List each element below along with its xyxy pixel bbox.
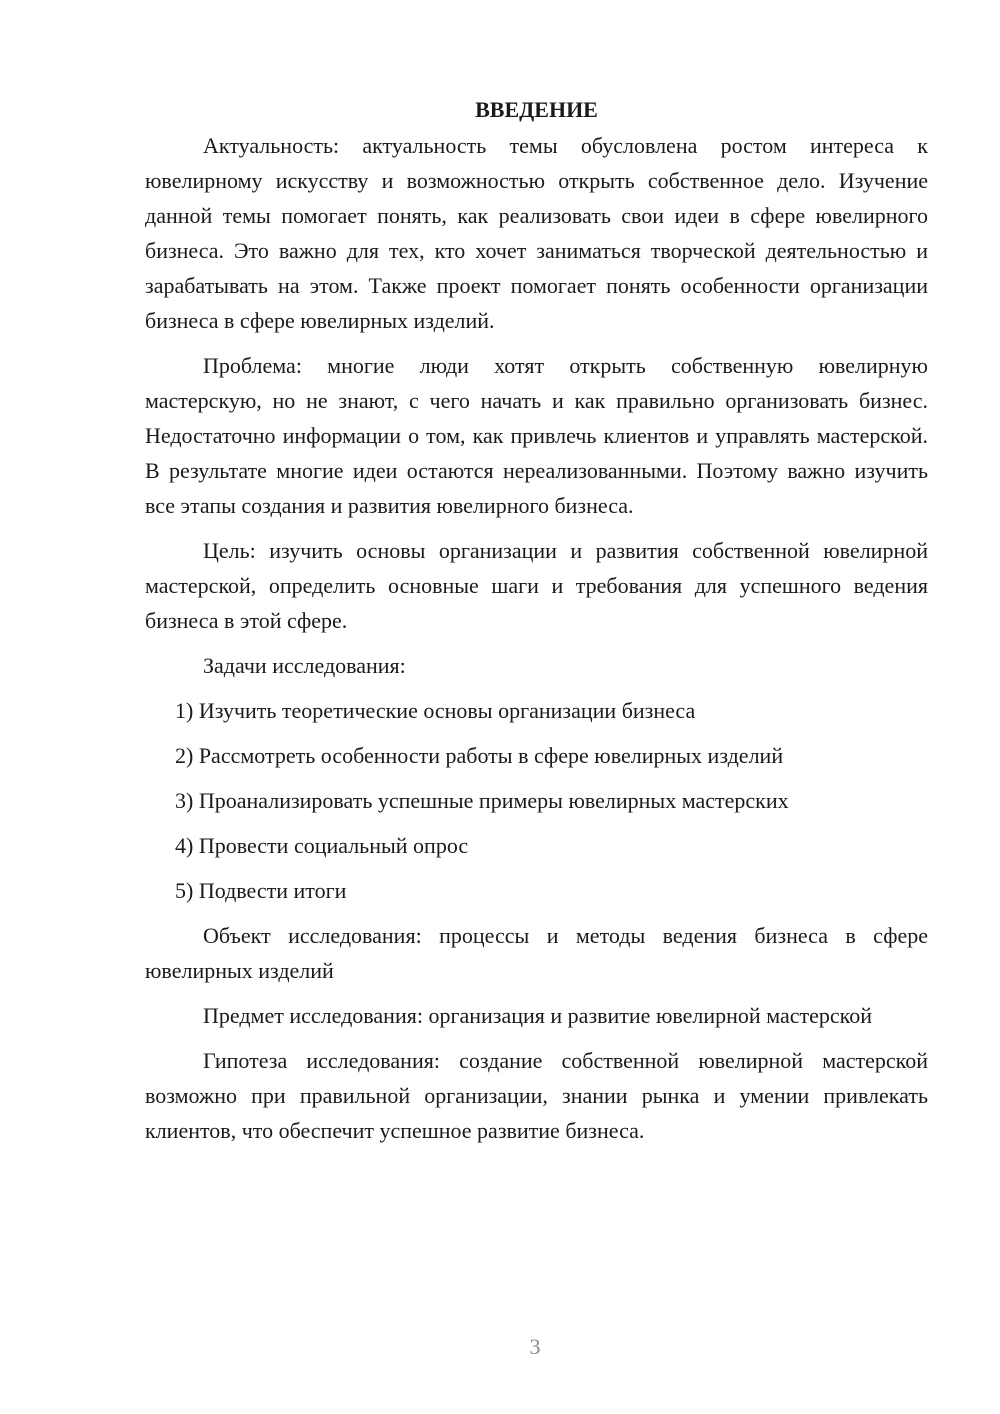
problem-paragraph: Проблема: многие люди хотят открыть собственную ювелирную мастерскую, но не знают, с чего начать и как правильно организовать бизнес. Недостаточно информации о том, как привлечь клиентов и управлять мастерской. В результате многие идеи остаются нереализованными. Поэтому важно изучить все этапы создания и развития ювелирного бизнеса. [145,353,928,518]
page-title: ВВЕДЕНИЕ [475,97,598,122]
tasks-title: Задачи исследования: [203,653,406,678]
goal-paragraph: Цель: изучить основы организации и развития собственной ювелирной мастерской, определить основные шаги и требования для успешного ведения бизнеса в этой сфере. [145,538,928,633]
object-paragraph: Объект исследования: процессы и методы ведения бизнеса в сфере ювелирных изделий [145,923,928,983]
page-number: 3 [529,1334,541,1359]
task-item-3: 3) Проанализировать успешные примеры ювелирных мастерских [175,788,789,813]
task-item-1: 1) Изучить теоретические основы организации бизнеса [175,698,696,723]
relevance-paragraph: Актуальность: актуальность темы обусловлена ростом интереса к ювелирному искусству и возможностью открыть собственное дело. Изучение данной темы помогает понять, как реализовать свои идеи в сфере ювелирного бизнеса. Это важно для тех, кто хочет заниматься творческой деятельностью и зарабатывать на этом. Также проект помогает понять особенности организации бизнеса в сфере ювелирных изделий. [145,133,928,333]
document-page [145,95,928,1158]
task-item-5: 5) Подвести итоги [175,878,347,903]
hypothesis-paragraph: Гипотеза исследования: создание собственной ювелирной мастерской возможно при правильной организации, знании рынка и умении привлекать клиентов, что обеспечит успешное развитие бизнеса. [145,1048,928,1143]
task-item-4: 4) Провести социальный опрос [175,833,469,858]
task-item-2: 2) Рассмотреть особенности работы в сфере ювелирных изделий [175,743,784,768]
subject-paragraph: Предмет исследования: организация и развитие ювелирной мастерской [203,1003,872,1028]
